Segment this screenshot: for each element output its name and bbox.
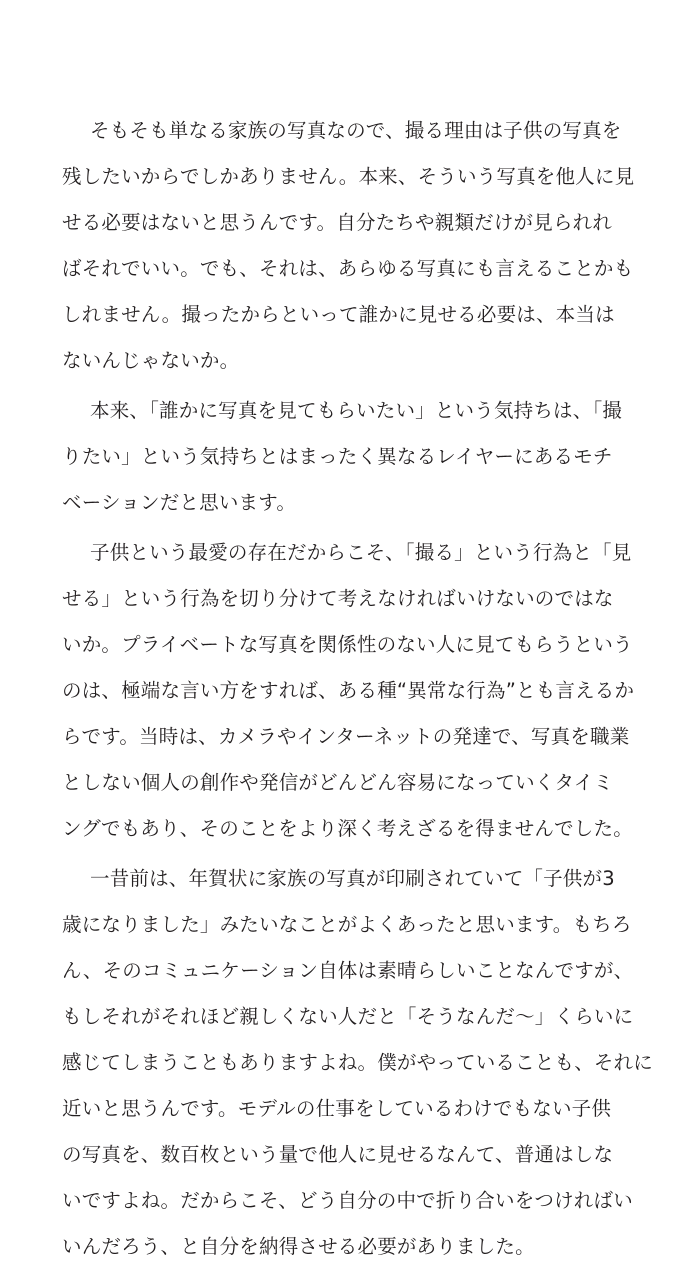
text-line: の写真を、数百枚という量で他人に見せるなんて、普通はしな [62,1143,614,1166]
text-line: のは、極端な言い方をすれば、ある種“異常な行為”とも言えるか [62,679,635,702]
text-line: 一昔前は、年賀状に家族の写真が印刷されていて「子供が3 [90,867,615,890]
text-line: ベーションだと思います。 [62,491,297,514]
paragraph-4 [62,856,654,1270]
text-line: そもそも単なる家族の写真なので、撮る理由は子供の写真を [90,119,622,142]
text-line: としない個人の創作や発信がどんどん容易になっていくタイミ [62,771,614,794]
text-line: ん、そのコミュニケーション自体は素晴らしいことなんですが、 [62,959,634,982]
text-line: 子供という最愛の存在だからこそ、「撮る」という行為と「見 [90,541,632,564]
text-line: いですよね。だからこそ、どう自分の中で折り合いをつければい [62,1189,633,1212]
text-line: 感じてしまうこともありますよね。僕がやっていることも、それに [62,1051,654,1074]
text-line: ングでもあり、そのことをより深く考えざるを得ませんでした。 [62,817,633,840]
paragraph-2 [62,388,622,526]
text-line: しれません。撮ったからといって誰かに見せる必要は、本当は [62,303,615,326]
text-line: りたい」という気持ちとはまったく異なるレイヤーにあるモチ [62,445,613,468]
text-line: 近いと思うんです。モデルの仕事をしているわけでもない子供 [62,1097,612,1120]
text-line: せる」という行為を切り分けて考えなければいけないのではな [62,587,614,610]
text-line: ないんじゃないか。 [62,349,240,372]
article-body [62,108,654,1274]
text-line: 本来、「誰かに写真を見てもらいたい」という気持ちは、「撮 [90,399,623,422]
text-line: 残したいからでしかありません。本来、そういう写真を他人に見 [62,165,635,188]
text-line: もしそれがそれほど親しくない人だと「そうなんだ〜」くらいに [62,1005,634,1028]
paragraph-1 [62,108,635,384]
text-line: いか。プライベートな写真を関係性のない人に見てもらうという [62,633,633,656]
text-line: 歳になりました」みたいなことがよくあったと思います。もちろ [62,913,632,936]
text-line: せる必要はないと思うんです。自分たちや親類だけが見られれ [62,211,613,234]
text-line: らです。当時は、カメラやインターネットの発達で、写真を職業 [62,725,630,748]
text-line: ばそれでいい。でも、それは、あらゆる写真にも言えることかも [62,257,634,280]
text-line: いんだろう、と自分を納得させる必要がありました。 [62,1235,535,1258]
paragraph-3 [62,530,635,852]
